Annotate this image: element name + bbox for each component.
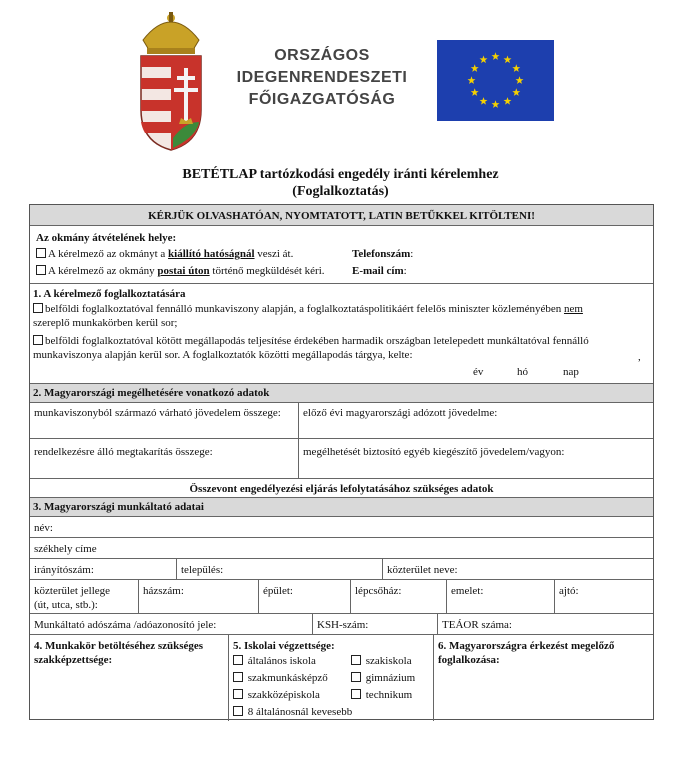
pickup-post-checkbox[interactable]: [36, 265, 46, 275]
s1-month-label: hó: [517, 366, 528, 378]
income-prev-field[interactable]: előző évi magyarországi adózott jövedelme:: [298, 403, 653, 438]
building-field[interactable]: épület:: [258, 580, 350, 613]
edu-general-school-checkbox[interactable]: [233, 655, 243, 665]
phone-field[interactable]: Telefonszám:: [352, 248, 414, 260]
s1-option-1-cont: szereplő munkakörben kerül sor;: [33, 317, 178, 329]
section-5-heading: 5. Iskolai végzettsége:: [233, 640, 335, 652]
s1-option-2-cont: munkaviszonya alapján kerül sor. A foglalkoztatók közötti megállapodás tárgya, kelte:: [33, 349, 413, 361]
s1-option-1[interactable]: belföldi foglalkoztatóval fennálló munkaviszony alapján, a foglalkoztatáspolitikáért felelős miniszter közleményében nem: [33, 303, 583, 315]
employer-name-field[interactable]: név:: [34, 522, 53, 534]
s1-option-1-checkbox[interactable]: [33, 303, 43, 313]
edu-option-less-than-8[interactable]: 8 általánosnál kevesebb: [233, 705, 352, 719]
agency-name-line-1: ORSZÁGOS: [274, 47, 370, 64]
s1-option-2-checkbox[interactable]: [33, 335, 43, 345]
edu-option-technical[interactable]: technikum: [351, 688, 412, 702]
document-subtitle: (Foglalkoztatás): [292, 184, 389, 199]
employer-ids-row: [30, 614, 653, 635]
teaor-number-field[interactable]: TEÁOR száma:: [437, 614, 653, 634]
s2-row-1: [30, 403, 653, 439]
edu-apprentice-checkbox[interactable]: [233, 672, 243, 682]
section-5-education: [228, 635, 433, 721]
section-6-previous-occupation[interactable]: 6. Magyarországra érkezést megelőző foglalkozása:: [433, 635, 653, 721]
agency-name-line-3: FŐIGAZGATÓSÁG: [248, 91, 396, 108]
s2-row-2: [30, 439, 653, 479]
edu-technical-checkbox[interactable]: [351, 689, 361, 699]
s1-year-label: év: [473, 366, 484, 378]
pickup-option-post[interactable]: A kérelmező az okmány postai úton történő megküldését kéri.: [36, 265, 325, 277]
section-3-heading: 3. Magyarországi munkáltató adatai: [33, 501, 204, 513]
edu-option-grammar-school[interactable]: gimnázium: [351, 671, 415, 685]
section-3-header: [30, 498, 653, 517]
section-2-heading: 2. Magyarországi megélhetésére vonatkozó adatok: [33, 387, 270, 399]
section-1-employment: [30, 284, 653, 384]
city-field[interactable]: település:: [176, 559, 382, 579]
sections-4-5-6: [30, 635, 653, 721]
house-number-field[interactable]: házszám:: [138, 580, 258, 613]
other-income-field[interactable]: megélhetését biztosító egyéb kiegészítő jövedelem/vagyon:: [298, 439, 653, 478]
employer-name-row: [30, 517, 653, 538]
pickup-heading: Az okmány átvételének helye:: [36, 232, 177, 244]
door-field[interactable]: ajtó:: [554, 580, 653, 613]
pickup-section: [30, 226, 653, 284]
combined-procedure-header: Összevont engedélyezési eljárás lefolytatásához szükséges adatok: [30, 479, 653, 498]
s1-comma: ,: [638, 351, 641, 363]
address-row-2: [30, 580, 653, 614]
employer-seat-field[interactable]: székhely címe: [34, 543, 97, 555]
edu-option-vocational-school[interactable]: szakiskola: [351, 654, 412, 668]
edu-grammar-school-checkbox[interactable]: [351, 672, 361, 682]
staircase-field[interactable]: lépcsőház:: [350, 580, 446, 613]
employer-seat-row: [30, 538, 653, 559]
ksh-number-field[interactable]: KSH-szám:: [312, 614, 437, 634]
tax-number-field[interactable]: Munkáltató adószáma /adóazonosító jele:: [34, 619, 217, 631]
street-name-field[interactable]: közterület neve:: [382, 559, 653, 579]
eu-flag-icon: [437, 40, 554, 121]
income-expected-field[interactable]: munkaviszonyból származó várható jövedelem összege:: [34, 407, 281, 419]
postcode-field[interactable]: irányítószám:: [34, 564, 94, 576]
s1-option-2[interactable]: belföldi foglalkoztatóval kötött megállapodás teljesítése érdekében harmadik országban letelepedett munkáltatóval fennálló: [33, 335, 589, 347]
section-2-header: [30, 384, 653, 403]
email-field[interactable]: E-mail cím:: [352, 265, 407, 277]
edu-less-than-8-checkbox[interactable]: [233, 706, 243, 716]
section-4-qualification[interactable]: 4. Munkakör betöltéséhez szükséges szakképzettsége:: [34, 640, 204, 666]
section-1-heading: 1. A kérelmező foglalkoztatására: [33, 288, 186, 300]
floor-field[interactable]: emelet:: [446, 580, 554, 613]
form-banner: KÉRJÜK OLVASHATÓAN, NYOMTATOTT, LATIN BETŰKKEL KITÖLTENI!: [30, 205, 653, 226]
application-form: [29, 204, 654, 720]
s1-day-label: nap: [563, 366, 579, 378]
edu-vocational-school-checkbox[interactable]: [351, 655, 361, 665]
pickup-authority-checkbox[interactable]: [36, 248, 46, 258]
savings-field[interactable]: rendelkezésre álló megtakarítás összege:: [34, 446, 213, 458]
coat-of-arms-icon: [133, 10, 209, 152]
edu-option-apprentice[interactable]: szakmunkásképző: [233, 671, 328, 685]
edu-option-general-school[interactable]: általános iskola: [233, 654, 316, 668]
agency-name-line-2: IDEGENRENDESZETI: [236, 69, 408, 86]
pickup-option-authority[interactable]: A kérelmező az okmányt a kiállító hatóságnál veszi át.: [36, 248, 293, 260]
document-title: BETÉTLAP tartózkodási engedély iránti kérelemhez: [182, 167, 499, 182]
address-row-1: [30, 559, 653, 580]
edu-option-secondary-vocational[interactable]: szakközépiskola: [233, 688, 320, 702]
edu-secondary-vocational-checkbox[interactable]: [233, 689, 243, 699]
street-type-field[interactable]: közterület jellege (út, utca, stb.):: [34, 585, 111, 611]
